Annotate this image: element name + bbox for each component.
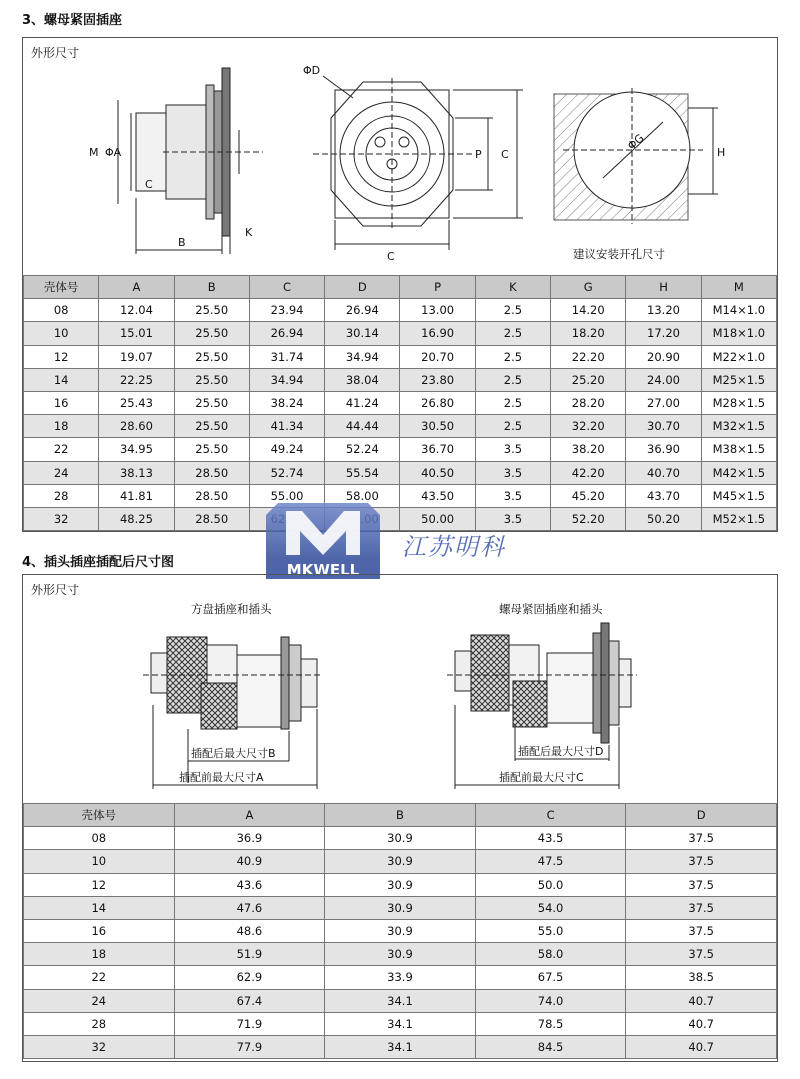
table-cell: 3.5 [475,438,550,461]
table-cell: 30.9 [325,919,476,942]
label-phiG: ΦG [625,131,647,153]
table-cell: 2.5 [475,391,550,414]
table-cell: 37.5 [626,919,777,942]
column-header: G [551,276,626,299]
table-row [24,919,777,942]
column-header: A [174,804,325,827]
table-cell: 13.20 [626,299,701,322]
table-cell: 26.80 [400,391,475,414]
table-cell: 20.70 [400,345,475,368]
mated-drawing [23,575,777,803]
table-cell: 48.6 [174,919,325,942]
table-header-row [24,276,777,299]
table-cell: 25.50 [174,345,249,368]
table-cell: 37.5 [626,827,777,850]
table-row [24,850,777,873]
table-cell: 25.50 [174,299,249,322]
table-cell: 14.20 [551,299,626,322]
table-cell: 38.24 [249,391,324,414]
table-cell: 47.6 [174,896,325,919]
label-B: B [178,236,186,249]
column-header: M [701,276,776,299]
table-cell: 2.5 [475,299,550,322]
table-cell: 27.00 [626,391,701,414]
table-cell: 33.9 [325,966,476,989]
table-cell: 74.0 [475,989,626,1012]
label-phiD: ΦD [303,64,321,77]
section3-title: 3、螺母紧固插座 [22,13,123,28]
table-cell: 3.5 [475,484,550,507]
table-cell: 43.6 [174,873,325,896]
table-cell: 30.50 [400,415,475,438]
table-cell: 25.50 [174,322,249,345]
label-C2: C [501,148,509,161]
table-cell: 40.9 [174,850,325,873]
table-row [24,438,777,461]
table-cell: 34.1 [325,1035,476,1058]
table-row [24,873,777,896]
table-cell: 3.5 [475,461,550,484]
table-cell: 77.9 [174,1035,325,1058]
table-cell: 41.24 [325,391,400,414]
table-cell: 36.9 [174,827,325,850]
table-cell: 84.5 [475,1035,626,1058]
table-cell: 25.50 [174,438,249,461]
table-cell: 40.7 [626,1012,777,1035]
table-cell: 24 [24,989,175,1012]
table-header-row [24,804,777,827]
label-phiA: ΦA [105,146,122,159]
table-cell: 12 [24,345,99,368]
table-cell: 32 [24,1035,175,1058]
table-cell: 48.25 [99,507,174,530]
table-cell: 28 [24,484,99,507]
table-cell: 28.20 [551,391,626,414]
table-row [24,966,777,989]
table-cell: 2.5 [475,345,550,368]
table-cell: 10 [24,850,175,873]
cutout-caption: 建议安装开孔尺寸 [573,247,665,261]
table-cell: 25.50 [174,415,249,438]
table-cell: 36.90 [626,438,701,461]
nut-receptacle-table [23,275,777,531]
table-row [24,484,777,507]
table-cell: 41.34 [249,415,324,438]
table-cell: 25.50 [174,368,249,391]
table-cell: 50.00 [400,507,475,530]
table-row [24,461,777,484]
label-K: K [245,226,253,239]
table-row [24,943,777,966]
column-header: 壳体号 [24,804,175,827]
table-cell: 20.90 [626,345,701,368]
table-cell: 55.00 [249,484,324,507]
table-cell: 67.5 [475,966,626,989]
column-header: B [325,804,476,827]
table-cell: 43.70 [626,484,701,507]
table-row [24,1035,777,1058]
table-cell: 58.0 [475,943,626,966]
left-assembly [143,637,323,789]
table-cell: 62.9 [174,966,325,989]
table-cell: 26.94 [325,299,400,322]
nut-receptacle-drawing [23,38,777,274]
label-P: P [475,148,482,161]
table-cell: 67.4 [174,989,325,1012]
table-cell: 52.20 [551,507,626,530]
table-row [24,322,777,345]
table-cell: 2.5 [475,322,550,345]
table-cell: 25.50 [174,391,249,414]
column-header: D [325,276,400,299]
dim-C: 插配前最大尺寸C [499,771,584,784]
table-cell: 16 [24,391,99,414]
column-header: D [626,804,777,827]
table-cell: 51.9 [174,943,325,966]
table-cell: 25.43 [99,391,174,414]
section4-panel-label: 外形尺寸 [31,583,80,597]
table-cell: 30.9 [325,873,476,896]
left-caption: 方盘插座和插头 [191,602,272,616]
table-cell: 52.24 [325,438,400,461]
section4-title: 4、插头插座插配后尺寸图 [22,555,175,570]
table-cell: 34.95 [99,438,174,461]
label-C3: C [387,250,395,263]
table-cell: 14 [24,896,175,919]
table-cell: 12 [24,873,175,896]
table-cell: M22×1.0 [701,345,776,368]
table-cell: 58.00 [325,484,400,507]
table-row [24,415,777,438]
table-cell: 22.25 [99,368,174,391]
table-cell: 28 [24,1012,175,1035]
table-cell: 08 [24,827,175,850]
table-cell: 28.50 [174,484,249,507]
table-cell: 43.5 [475,827,626,850]
table-cell: 30.14 [325,322,400,345]
table-cell: 38.13 [99,461,174,484]
logo-text: MKWELL [286,561,360,579]
table-cell: M52×1.5 [701,507,776,530]
table-cell: 78.5 [475,1012,626,1035]
column-header: C [249,276,324,299]
table-cell: 37.5 [626,943,777,966]
table-cell: 30.9 [325,850,476,873]
table-cell: 10 [24,322,99,345]
table-cell: 23.94 [249,299,324,322]
table-cell: 22 [24,438,99,461]
table-cell: M42×1.5 [701,461,776,484]
table-row [24,827,777,850]
table-cell: 19.07 [99,345,174,368]
table-cell: 26.94 [249,322,324,345]
column-header: P [400,276,475,299]
table-cell: 15.01 [99,322,174,345]
table-cell: 55.54 [325,461,400,484]
table-cell: 22.20 [551,345,626,368]
table-cell: 40.7 [626,1035,777,1058]
watermark-chinese: 江苏明科 [402,533,506,561]
table-row [24,1012,777,1035]
table-cell: 30.9 [325,896,476,919]
table-cell: 18.20 [551,322,626,345]
section4-panel [22,574,778,1062]
table-cell: 37.5 [626,896,777,919]
table-cell: 2.5 [475,368,550,391]
side-view [118,68,263,254]
table-cell: 55.0 [475,919,626,942]
table-cell: 37.5 [626,850,777,873]
table-row [24,896,777,919]
table-cell: 23.80 [400,368,475,391]
table-cell: 42.20 [551,461,626,484]
section3-panel-label: 外形尺寸 [31,46,80,60]
table-cell: 08 [24,299,99,322]
table-row [24,507,777,530]
table-cell: 37.5 [626,873,777,896]
table-cell: 43.50 [400,484,475,507]
table-cell: 30.9 [325,943,476,966]
table-cell: 24.00 [626,368,701,391]
mkwell-logo [262,501,384,581]
table-cell: 32.20 [551,415,626,438]
column-header: 壳体号 [24,276,99,299]
table-cell: 40.50 [400,461,475,484]
column-header: K [475,276,550,299]
table-cell: 34.94 [325,345,400,368]
table-cell: 71.9 [174,1012,325,1035]
table-cell: 2.5 [475,415,550,438]
label-C: C [145,178,153,191]
table-row [24,299,777,322]
table-cell: 22 [24,966,175,989]
table-cell: 31.74 [249,345,324,368]
table-cell: 17.20 [626,322,701,345]
table-cell: 47.5 [475,850,626,873]
table-cell: 54.0 [475,896,626,919]
right-caption: 螺母紧固插座和插头 [499,602,603,616]
table-cell: 12.04 [99,299,174,322]
dim-B: 插配后最大尺寸B [191,747,276,760]
mated-dimensions-table [23,803,777,1059]
table-cell: 18 [24,415,99,438]
table-cell: 50.20 [626,507,701,530]
panel-cutout [554,88,718,224]
table-row [24,391,777,414]
table-cell: 28.50 [174,507,249,530]
label-M: M [89,146,99,159]
table-cell: 40.70 [626,461,701,484]
table-cell: 13.00 [400,299,475,322]
dim-A: 插配前最大尺寸A [179,771,264,784]
table-cell: M32×1.5 [701,415,776,438]
table-cell: 38.20 [551,438,626,461]
column-header: B [174,276,249,299]
table-cell: 14 [24,368,99,391]
table-cell: 16.90 [400,322,475,345]
table-cell: 16 [24,919,175,942]
table-cell: 30.70 [626,415,701,438]
table-cell: 49.24 [249,438,324,461]
right-assembly [447,623,637,789]
table-cell: 45.20 [551,484,626,507]
section3-panel [22,37,778,532]
table-cell: 24 [24,461,99,484]
column-header: C [475,804,626,827]
table-cell: 3.5 [475,507,550,530]
table-cell: M14×1.0 [701,299,776,322]
column-header: A [99,276,174,299]
table-cell: 28.60 [99,415,174,438]
table-cell: 34.1 [325,1012,476,1035]
table-row [24,345,777,368]
table-cell: 41.81 [99,484,174,507]
table-cell: 52.74 [249,461,324,484]
front-view [313,76,523,250]
column-header: H [626,276,701,299]
table-cell: 44.44 [325,415,400,438]
table-cell: 32 [24,507,99,530]
table-cell: 28.50 [174,461,249,484]
table-cell: M18×1.0 [701,322,776,345]
table-row [24,989,777,1012]
table-cell: 50.0 [475,873,626,896]
table-cell: 38.04 [325,368,400,391]
table-cell: 36.70 [400,438,475,461]
table-cell: 38.5 [626,966,777,989]
table-cell: 30.9 [325,827,476,850]
table-row [24,368,777,391]
table-cell: M45×1.5 [701,484,776,507]
table-cell: M38×1.5 [701,438,776,461]
table-cell: M28×1.5 [701,391,776,414]
dim-D: 插配后最大尺寸D [518,745,604,758]
table-cell: M25×1.5 [701,368,776,391]
table-cell: 34.94 [249,368,324,391]
table-cell: 18 [24,943,175,966]
label-H: H [717,146,726,159]
table-cell: 25.20 [551,368,626,391]
table-cell: 40.7 [626,989,777,1012]
table-cell: 34.1 [325,989,476,1012]
